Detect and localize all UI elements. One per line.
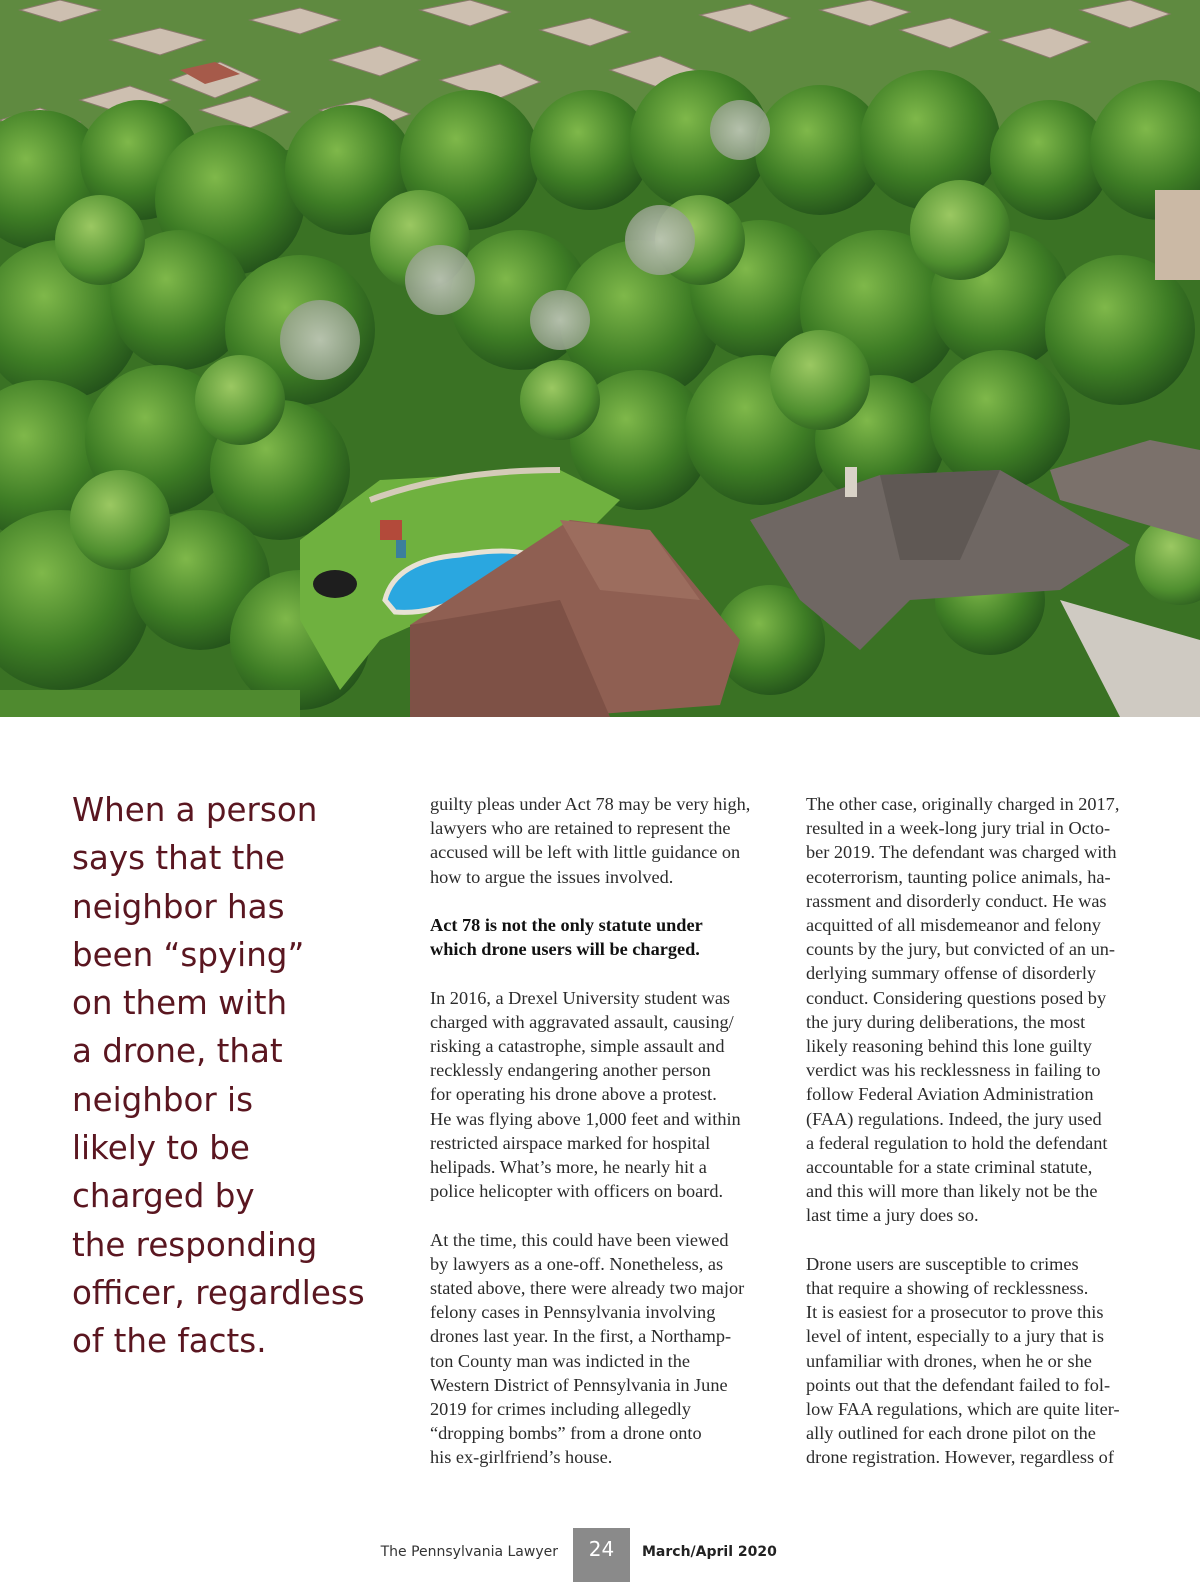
paragraph (806, 792, 1151, 1228)
text-line: accountable for a state criminal statute, (806, 1157, 1093, 1178)
text-line: ton County man was indicted in the (430, 1350, 690, 1371)
text-line: At the time, this could have been viewed (430, 1229, 729, 1250)
paragraph (806, 1252, 1151, 1470)
text-line: charged with aggravated assault, causing/ (430, 1011, 734, 1032)
text-line: resulted in a week-long jury trial in Octo- (806, 818, 1111, 839)
pull-quote-line: When a person (72, 791, 318, 829)
text-line: accused will be left with little guidance on (430, 842, 741, 863)
text-line: Western District of Pennsylvania in June (430, 1374, 728, 1395)
body-column-right (806, 792, 1151, 1470)
pull-quote-line: the responding (72, 1225, 318, 1264)
text-line: police helicopter with officers on board. (430, 1181, 724, 1202)
text-line: by lawyers as a one-off. Nonetheless, as (430, 1253, 724, 1274)
text-line: his ex-girlfriend’s house. (430, 1447, 613, 1468)
text-line: acquitted of all misdemeanor and felony (806, 915, 1101, 936)
text-line: and this will more than likely not be the (806, 1181, 1098, 1202)
text-line: helipads. What’s more, he nearly hit a (430, 1157, 707, 1178)
section-heading (430, 913, 775, 961)
text-line: that require a showing of recklessness. (806, 1278, 1089, 1299)
text-line: verdict was his recklessness in failing to (806, 1060, 1101, 1081)
text-line: likely reasoning behind this lone guilty (806, 1036, 1092, 1057)
text-line: unfamiliar with drones, when he or she (806, 1350, 1092, 1371)
text-line: felony cases in Pennsylvania involving (430, 1302, 716, 1323)
text-line: ber 2019. The defendant was charged with (806, 842, 1117, 863)
pull-quote-line: officer, regardless (72, 1273, 365, 1312)
pull-quote-line: says that the (72, 839, 286, 878)
heading-line: which drone users will be charged. (430, 939, 700, 960)
paragraph (430, 986, 775, 1204)
hero-photo (0, 0, 1200, 717)
text-line: “dropping bombs” from a drone onto (430, 1423, 702, 1444)
text-line: a federal regulation to hold the defendant (806, 1132, 1108, 1153)
pull-quote-line: charged by (72, 1177, 255, 1216)
publication-name: The Pennsylvania Lawyer (380, 1544, 558, 1560)
text-line: for operating his drone above a protest. (430, 1084, 717, 1105)
pull-quote (72, 786, 382, 1366)
pull-quote-line: neighbor is (72, 1080, 254, 1119)
pull-quote-line: a drone, that (72, 1032, 283, 1071)
text-line: rassment and disorderly conduct. He was (806, 890, 1107, 911)
pull-quote-line: neighbor has (72, 887, 285, 926)
body-column-middle (430, 792, 775, 1470)
aerial-neighborhood-photo-icon (0, 0, 1200, 717)
text-line: risking a catastrophe, simple assault and (430, 1036, 725, 1056)
page-footer (0, 1528, 1200, 1584)
text-line: derlying summary offense of disorderly (806, 963, 1097, 984)
issue-date: March/April 2020 (642, 1544, 777, 1560)
text-line: low FAA regulations, which are quite liter- (806, 1399, 1120, 1420)
text-line: last time a jury does so. (806, 1205, 979, 1226)
text-line: It is easiest for a prosecutor to prove this (806, 1302, 1104, 1323)
text-line: 2019 for crimes including allegedly (430, 1399, 691, 1420)
page-number: 24 (588, 1537, 615, 1561)
heading-line: Act 78 is not the only statute under (430, 915, 703, 935)
text-line: how to argue the issues involved. (430, 866, 674, 887)
paragraph (430, 792, 775, 889)
text-line: ally outlined for each drone pilot on the (806, 1423, 1096, 1444)
text-line: He was flying above 1,000 feet and within (430, 1108, 741, 1129)
text-line: recklessly endangering another person (430, 1060, 711, 1081)
pull-quote-line: on them with (72, 984, 288, 1023)
text-line: ecoterrorism, taunting police animals, ha- (806, 866, 1111, 887)
text-line: the jury during deliberations, the most (806, 1011, 1086, 1032)
text-line: (FAA) regulations. Indeed, the jury used (806, 1108, 1102, 1129)
pull-quote-line: of the facts. (72, 1322, 267, 1361)
text-line: In 2016, a Drexel University student was (430, 987, 731, 1008)
page-number-box (573, 1528, 630, 1582)
text-line: points out that the defendant failed to fol- (806, 1374, 1111, 1395)
text-line: level of intent, especially to a jury that is (806, 1326, 1104, 1347)
pull-quote-line: likely to be (72, 1129, 250, 1168)
text-line: stated above, there were already two major (430, 1278, 745, 1299)
text-line: Drone users are susceptible to crimes (806, 1253, 1079, 1274)
text-line: follow Federal Aviation Administration (806, 1084, 1094, 1105)
text-line: The other case, originally charged in 2017, (806, 794, 1120, 814)
text-line: drone registration. However, regardless of (806, 1447, 1114, 1468)
text-line: lawyers who are retained to represent the (430, 818, 731, 839)
text-line: conduct. Considering questions posed by (806, 987, 1107, 1008)
text-line: restricted airspace marked for hospital (430, 1132, 711, 1153)
text-line: guilty pleas under Act 78 may be very high, (430, 794, 751, 814)
pull-quote-line: been “spying” (72, 935, 305, 974)
text-line: counts by the jury, but convicted of an un- (806, 939, 1116, 960)
text-line: drones last year. In the first, a Northamp- (430, 1326, 732, 1347)
paragraph (430, 1228, 775, 1470)
